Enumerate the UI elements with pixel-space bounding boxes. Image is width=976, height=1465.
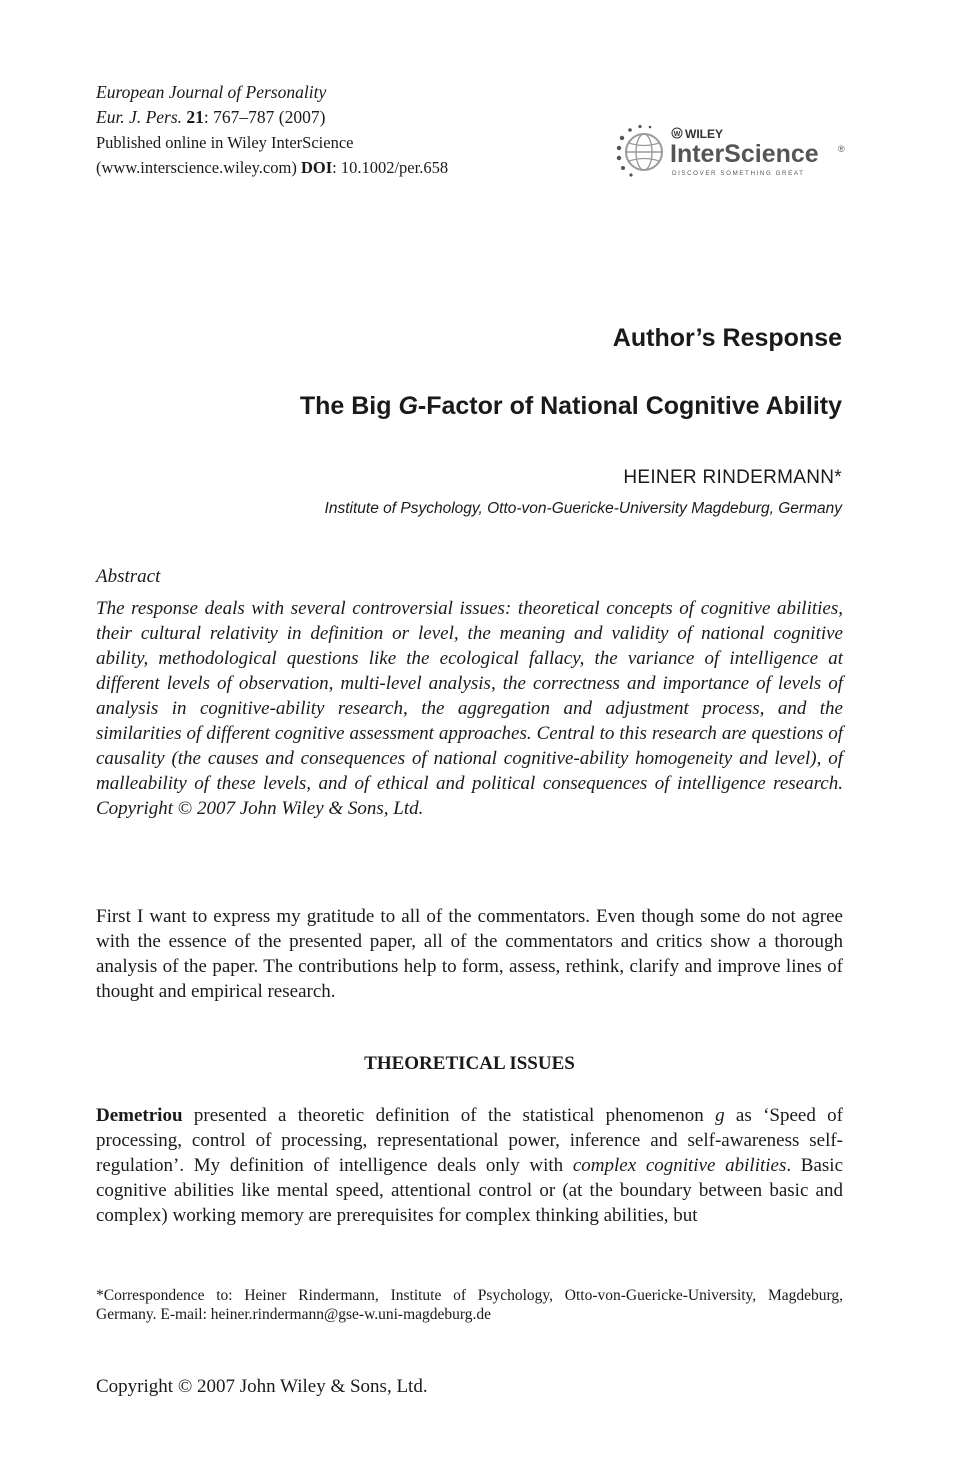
wiley-badge-text: W xyxy=(673,131,681,138)
page-copyright xyxy=(96,1376,428,1398)
logo-tagline: DISCOVER SOMETHING GREAT xyxy=(672,170,805,177)
correspondence-footnote: *Correspondence to: Heiner Rindermann, Institute of Psychology, Otto-von-Guericke-University, Magdeburg, Germany. E-mail: heiner.rindermann@gse-w.uni-magdeburg.de xyxy=(96,1287,843,1323)
footer-copyright-symbol: © xyxy=(177,1376,193,1397)
journal-volume: 21 xyxy=(186,107,204,127)
title-part-2: -Factor of National Cognitive Ability xyxy=(417,392,842,420)
article-title xyxy=(300,392,842,421)
p2-emphasis: complex cognitive abilities xyxy=(572,1155,787,1176)
doi-line xyxy=(96,155,448,180)
logo-brand-top: WILEY xyxy=(685,127,723,141)
doi-label: DOI xyxy=(300,158,333,177)
title-italic-g: G xyxy=(398,392,418,420)
logo-registered: ® xyxy=(838,144,845,154)
footer-copyright-label: Copyright xyxy=(96,1376,174,1397)
abstract-copyright-tail: 2007 John Wiley & Sons, Ltd. xyxy=(197,798,424,819)
article-type: Author’s Response xyxy=(612,324,842,352)
p2-g-symbol: g xyxy=(715,1105,725,1126)
globe-icon xyxy=(617,125,662,177)
published-online: Published online in Wiley InterScience xyxy=(96,133,354,152)
author-name: HEINER RINDERMANN* xyxy=(623,467,842,488)
abstract-main: The response deals with several controversial issues: theoretical concepts of cognitive abilities, their cultural relativity in definition or level, the meaning and validity of national cognitive ability, methodological questions like the ecological fallacy, the variance of intelligence at different levels of observation, multi-level analysis, the correctness and importance of levels of analysis in cognitive-ability research, the aggregation and adjustment process, and the similarities of different cognitive assessment approaches. Central to this research are questions of causality (the causes and consequences of national cognitive-ability homogeneity and level), of malleability of these levels, and of ethical and political consequences of intelligence research. Copyright xyxy=(96,598,843,819)
abstract-text xyxy=(96,596,843,821)
author-affiliation: Institute of Psychology, Otto-von-Guericke-University Magdeburg, Germany xyxy=(324,500,842,517)
wiley-interscience-logo xyxy=(616,124,848,180)
journal-name: European Journal of Personality xyxy=(96,82,327,102)
journal-site: (www.interscience.wiley.com) xyxy=(96,158,297,177)
abstract-label: Abstract xyxy=(96,566,161,587)
journal-header xyxy=(96,80,448,180)
journal-citation xyxy=(96,105,448,130)
footer-copyright-text: 2007 John Wiley & Sons, Ltd. xyxy=(197,1376,428,1397)
section-heading: THEORETICAL ISSUES xyxy=(364,1053,575,1074)
journal-pages: : 767–787 (2007) xyxy=(203,107,326,127)
doi-value: : 10.1002/per.658 xyxy=(332,158,449,177)
journal-abbrev: Eur. J. Pers. xyxy=(96,107,183,127)
p2-part-c: . Basic cognitive abilities like mental speed, attentional control or (at the boundary between basic and complex) working memory are prerequisites for complex thinking abilities, but xyxy=(96,1155,843,1226)
logo-brand-main: InterScience xyxy=(670,140,819,168)
title-part-1: The Big xyxy=(299,392,399,420)
body-paragraph-1: First I want to express my gratitude to all of the commentators. Even though some do not agree with the essence of the presented paper, all of the commentators and critics show a thorough analysis of the paper. The contributions help to form, assess, rethink, clarify and improve lines of thought and empirical research. xyxy=(96,906,843,1002)
p2-part-a: presented a theoretic definition of the statistical phenomenon xyxy=(182,1105,716,1126)
name-demetriou: Demetriou xyxy=(96,1105,183,1126)
abstract-copyright-symbol: © xyxy=(177,798,193,819)
body-paragraph-2 xyxy=(96,1103,843,1228)
p2-part-b: as ‘Speed of processing, control of processing, representational power, inference and self-awareness self-regulation’. My definition of intelligence deals only with xyxy=(96,1105,844,1176)
